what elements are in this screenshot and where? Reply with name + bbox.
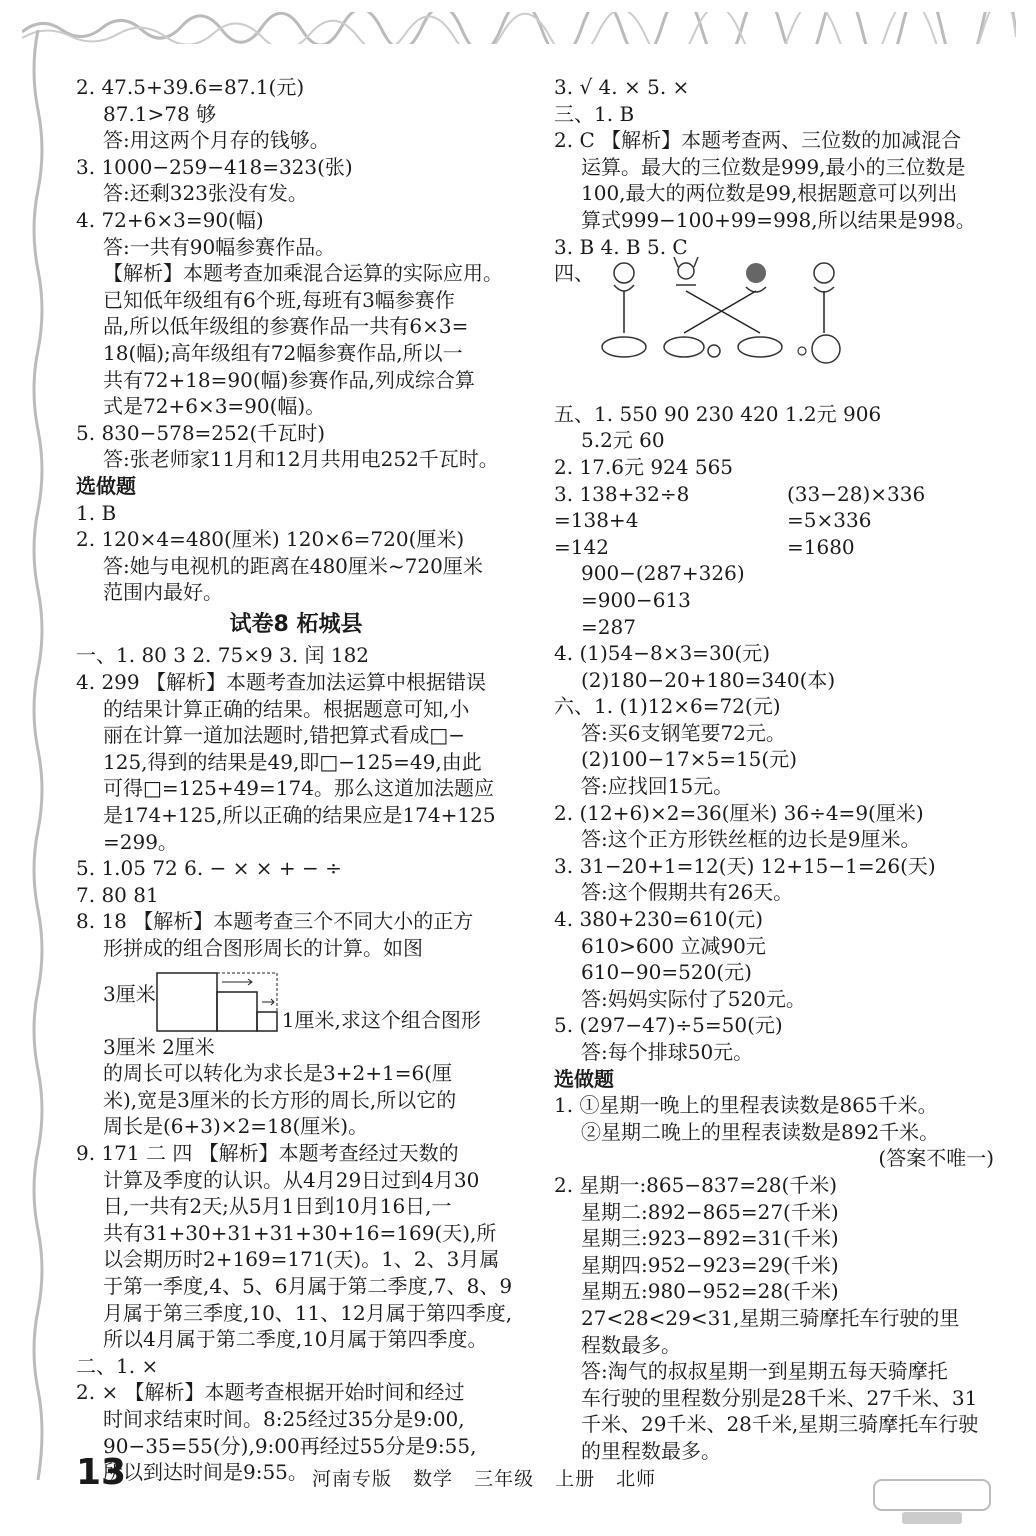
answer-line: 式是72+6×3=90(幅)。 (103, 394, 326, 419)
answer-line: 的结果计算正确的结果。根据题意可知,小 (103, 696, 470, 721)
answer-line: 答:她与电视机的距离在480厘米~720厘米 (103, 553, 483, 578)
answer-line: 7. 80 81 (76, 882, 159, 907)
matching-diagram (554, 287, 994, 401)
answer-line: 可得□=125+49=174。那么这道加法题应 (103, 776, 494, 801)
answer-line: 4. 380+230=610(元) (554, 907, 764, 932)
answer-line: 答:应找回15元。 (581, 774, 734, 799)
right-answers-block-3 (554, 560, 994, 1464)
equation-left: =138+4 (554, 508, 639, 533)
answer-line: 范围内最好。 (103, 580, 223, 605)
answer-line: =900−613 (581, 587, 691, 612)
answer-line: 的里程数最多。 (581, 1438, 721, 1463)
answer-line: 星期二:892−865=27(千米) (581, 1199, 839, 1224)
answer-line: 5. (297−47)÷5=50(元) (554, 1013, 783, 1038)
cartoon-animal-icon (614, 257, 834, 292)
answer-line: 运算。最大的三位数是999,最小的三位数是 (581, 154, 966, 179)
answer-line: 4. 72+6×3=90(幅) (76, 207, 264, 232)
answer-line: 答:淘气的叔叔星期一到星期五每天骑摩托 (581, 1359, 948, 1384)
equation-right: =1680 (787, 534, 855, 559)
answer-line: 星期四:952−923=29(千米) (581, 1252, 839, 1277)
answer-line: 4. (1)54−8×3=30(元) (554, 641, 770, 666)
answer-line: 以会期历时2+169=171(天)。1、2、3月属 (103, 1247, 500, 1272)
answer-line: 9. 171 二 四 【解析】本题考查经过天数的 (76, 1140, 459, 1165)
answer-line: 答:还剩323张没有发。 (103, 181, 308, 206)
answer-line: 3. 1000−259−418=323(张) (76, 154, 353, 179)
answer-line: 5. 830−578=252(千瓦时) (76, 420, 326, 445)
answer-line: 千米、29千米、28千米,星期三骑摩托车行驶 (581, 1412, 979, 1437)
answer-line: 3. 31−20+1=12(天) 12+15−1=26(天) (554, 853, 936, 878)
answer-line: 2. × 【解析】本题考查根据开始时间和经过 (76, 1380, 465, 1405)
answer-line: 时间求结束时间。8:25经过35分是9:00, (103, 1406, 465, 1431)
equation-left: 3. 138+32÷8 (554, 481, 690, 506)
answer-line: 27<28<29<31,星期三骑摩托车行驶的里 (581, 1305, 960, 1330)
left-answers-block-3 (76, 1060, 516, 1486)
answer-line: 100,最大的两位数是99,根据题意可以列出 (581, 181, 958, 206)
answer-line: =287 (581, 614, 636, 639)
answer-line: 米),宽是3厘米的长方形的周长,所以它的 (103, 1087, 457, 1112)
answer-line: 是174+125,所以正确的结果应是174+125 (103, 803, 496, 828)
answer-line: 3. B 4. B 5. C (554, 234, 688, 259)
answer-line: 二、1. × (76, 1353, 159, 1378)
answer-line: 1. B (76, 500, 117, 525)
equation-left: =142 (554, 534, 609, 559)
matching-lines-figure (574, 257, 994, 371)
answer-line: 87.1>78 够 (103, 101, 217, 126)
answer-line: 六、1. (1)12×6=72(元) (554, 694, 781, 719)
answer-line: 答:这个假期共有26天。 (581, 880, 794, 905)
answer-line: 选做题 (76, 473, 136, 498)
answer-line: 答:买6支钢笔要72元。 (581, 720, 786, 745)
equation-right: =5×336 (787, 508, 872, 533)
answer-line: 2. 47.5+39.6=87.1(元) (76, 75, 305, 99)
answer-line: 8. 18 【解析】本题考查三个不同大小的正方 (76, 909, 474, 934)
answer-line: 一、1. 80 3 2. 75×9 3. 闰 182 (76, 643, 370, 668)
answer-line: 答:妈妈实际付了520元。 (581, 986, 806, 1011)
answer-line: 计算及季度的认识。从4月29日过到4月30 (103, 1167, 480, 1192)
answer-line: 丽在计算一道加法题时,错把算式看成□− (103, 723, 466, 748)
answer-line: 1. ①星期一晚上的里程表读数是865千米。 (554, 1093, 938, 1118)
answer-line: 所以4月属于第二季度,10月属于第四季度。 (103, 1327, 488, 1352)
equation-right: (33−28)×336 (787, 481, 926, 506)
answer-line: 共有72+18=90(幅)参赛作品,列成综合算 (103, 367, 475, 392)
watermark-logo (872, 1478, 992, 1526)
answer-line: 3. √ 4. × 5. × (554, 75, 690, 99)
equation-row (554, 481, 994, 508)
answer-line: 5. 1.05 72 6. − × × + − ÷ (76, 856, 342, 881)
answer-line: 星期五:980−952=28(千米) (581, 1279, 839, 1304)
page-number: 13 (76, 1452, 127, 1493)
answer-line: 18(幅);高年级组有72幅参赛作品,所以一 (103, 340, 463, 365)
answer-line: 125,得到的结果是49,即□−125=49,由此 (103, 749, 482, 774)
right-column (554, 74, 994, 1465)
answer-line: =299。 (103, 829, 178, 854)
answer-line: 2. (12+6)×2=36(厘米) 36÷4=9(厘米) (554, 800, 924, 825)
answer-line: 【解析】本题考查加乘混合运算的实际应用。 (103, 261, 503, 286)
answer-line: 4. 299 【解析】本题考查加法运算中根据错误 (76, 670, 486, 695)
answer-line: 2. 星期一:865−837=28(千米) (554, 1172, 838, 1197)
answer-line: 周长是(6+3)×2=18(厘米)。 (103, 1114, 369, 1139)
answer-line: 答:这个正方形铁丝框的边长是9厘米。 (581, 827, 921, 852)
computation-equations (554, 481, 994, 561)
answer-line: 三、1. B (554, 101, 635, 126)
left-column (76, 74, 516, 1486)
answer-line: (2)180−20+180=340(本) (581, 667, 836, 692)
left-answers-block-1 (76, 74, 516, 606)
answer-line: 答:张老师家11月和12月共用电252千瓦时。 (103, 447, 499, 472)
composite-squares-diagram (156, 972, 282, 1034)
answer-line: 选做题 (554, 1066, 614, 1091)
decorative-wavy-border-top (22, 12, 1016, 44)
answer-line: 形拼成的组合图形周长的计算。如图 (103, 936, 423, 960)
right-answers-block-2 (554, 401, 994, 481)
answer-line: 算式999−100+99=998,所以结果是998。 (581, 207, 976, 232)
answer-line: 五、1. 550 90 230 420 1.2元 906 (554, 401, 882, 426)
answer-line: 答:用这两个月存的钱够。 (103, 128, 330, 153)
answer-line: 共有31+30+31+31+30+16=169(天),所 (103, 1220, 497, 1245)
answer-line: 品,所以低年级组的参赛作品一共有6×3= (103, 314, 469, 339)
answer-line: 星期三:923−892=31(千米) (581, 1226, 839, 1251)
answer-line: 四、 (554, 261, 594, 286)
answer-line: 2. 120×4=480(厘米) 120×6=720(厘米) (76, 527, 465, 552)
answer-line: 5.2元 60 (581, 428, 665, 453)
answer-line: 900−(287+326) (581, 561, 745, 586)
answer-line: 车行驶的里程数分别是28千米、27千米、31 (581, 1385, 978, 1410)
left-answers-block-2 (76, 642, 516, 961)
answer-line: ②星期二晚上的里程表读数是892千米。 (581, 1119, 940, 1144)
answer-line: (答案不唯一) (878, 1146, 994, 1171)
decorative-wavy-border-left (26, 30, 48, 1480)
answer-line: 的周长可以转化为求长是3+2+1=6(厘 (103, 1061, 452, 1086)
right-answers-block-1 (554, 74, 994, 287)
answer-line: (2)100−17×5=15(元) (581, 747, 798, 772)
answer-line: 2. 17.6元 924 565 (554, 454, 734, 479)
answer-line: 90−35=55(分),9:00再经过55分是9:55, (103, 1433, 477, 1458)
answer-line: 答:一共有90幅参赛作品。 (103, 234, 336, 259)
equation-row (554, 507, 994, 534)
answer-line: 已知低年级组有6个班,每班有3幅参赛作 (103, 287, 455, 312)
equation-row (554, 534, 994, 561)
answer-line: 610>600 立减90元 (581, 933, 766, 958)
answer-line: 于第一季度,4、5、6月属于第二季度,7、8、9 (103, 1273, 513, 1298)
answer-line: 程数最多。 (581, 1332, 681, 1357)
answer-line: 答:每个排球50元。 (581, 1040, 754, 1064)
answer-line: 610−90=520(元) (581, 960, 752, 985)
footer-book-info: 河南专版 数学 三年级 上册 北师 (312, 1468, 657, 1490)
answer-line: 月属于第三季度,10、11、12月属于第四季度, (103, 1300, 513, 1325)
cake-icon (602, 335, 840, 363)
answer-line: 日,一共有2天;从5月1日到10月16日,一 (103, 1194, 452, 1219)
answer-line: 所以到达时间是9:55。 (103, 1460, 308, 1485)
figure-label-bottom: 3厘米 2厘米 (103, 1034, 215, 1059)
figure-label-left: 3厘米 (103, 982, 156, 1006)
answer-line: 2. C 【解析】本题考查两、三位数的加减混合 (554, 128, 962, 153)
figure-label-right: 1厘米,求这个组合图形 (281, 1008, 481, 1032)
section-title: 试卷8 柘城县 (229, 611, 363, 637)
